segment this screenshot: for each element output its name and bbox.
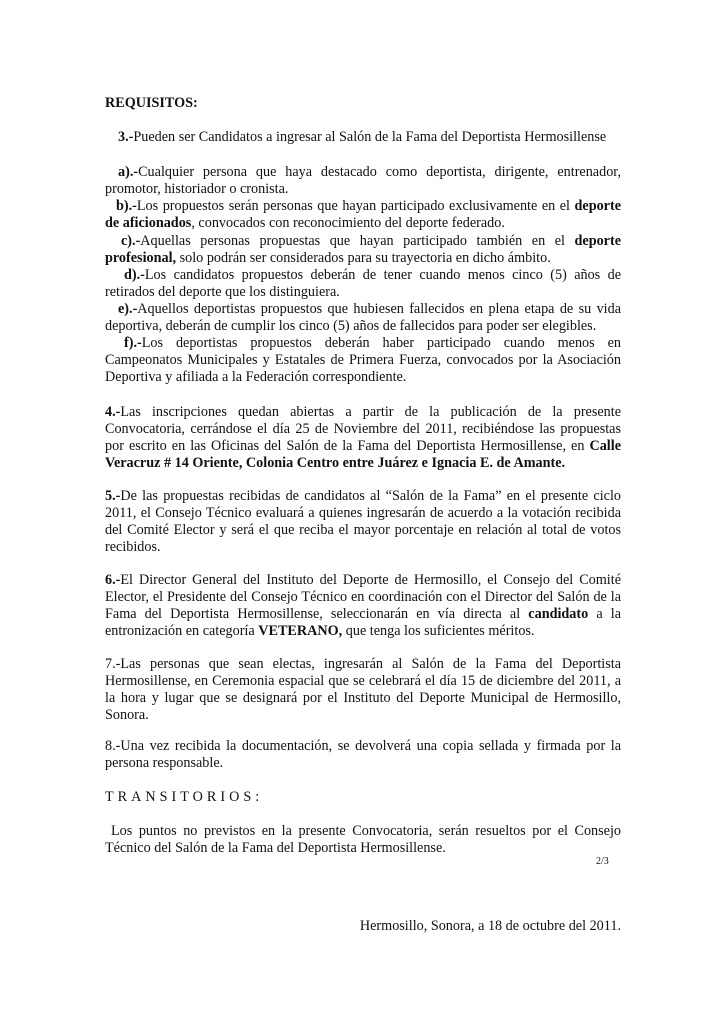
section-5 bbox=[105, 488, 621, 556]
item-b-label: b).- bbox=[116, 198, 137, 214]
section-4-address: Calle Veracruz # 14 Oriente, Colonia Centro entre Juárez e Ignacia E. de Amante. bbox=[105, 438, 621, 471]
item-b-bold: deporte de aficionados bbox=[105, 198, 621, 231]
item-d-text: Los candidatos propuestos deberán de tener cuando menos cinco (5) años de retirados del deporte que los distinguiera. bbox=[105, 267, 621, 300]
section-6-bold-veterano: VETERANO, bbox=[258, 623, 343, 639]
section-6-text-mid: a la entronización en categoría bbox=[105, 606, 621, 639]
page-number: 2/3 bbox=[596, 856, 609, 867]
item-c-label: c).- bbox=[121, 233, 141, 249]
section-6-text-end: que tenga los suficientes méritos. bbox=[342, 623, 535, 639]
item-a-label: a).- bbox=[118, 164, 139, 180]
item-d bbox=[105, 267, 621, 301]
section-4-number: 4.- bbox=[105, 404, 121, 420]
section-6-bold-candidato: candidato bbox=[528, 606, 589, 622]
transitorios-text: Los puntos no previstos en la presente Convocatoria, serán resueltos por el Consejo Técnico del Salón de la Fama del Deportista Hermosillense. bbox=[105, 823, 621, 856]
item-c bbox=[105, 233, 621, 267]
item-b-text: Los propuestos serán personas que hayan participado exclusivamente en el bbox=[136, 198, 575, 214]
item-e-text: Aquellos deportistas propuestos que hubiesen fallecidos en plena etapa de su vida deportiva, deberán de cumplir los cinco (5) años de fallecidos para poder ser elegibles. bbox=[105, 301, 621, 334]
section-4-text: Las inscripciones quedan abiertas a partir de la publicación de la presente Convocatoria, cerrándose el día 25 de Noviembre del 2011, recibiéndose las propuestas por escrito en las Oficinas del Salón de la Fama del Deportista Hermosillense, en bbox=[105, 404, 621, 454]
item-c-bold: deporte profesional, bbox=[105, 233, 621, 266]
item-a-text: Cualquier persona que haya destacado como deportista, dirigente, entrenador, promotor, historiador o cronista. bbox=[105, 164, 621, 197]
section-6-number: 6.- bbox=[105, 572, 121, 588]
item-b bbox=[105, 198, 621, 232]
item-f-label: f).- bbox=[124, 335, 142, 351]
item-f bbox=[105, 335, 621, 386]
item-c-text-end: solo podrán ser considerados para su trayectoria en dicho ámbito. bbox=[176, 250, 551, 266]
section-5-number: 5.- bbox=[105, 488, 121, 504]
section-8: 8.-Una vez recibida la documentación, se devolverá una copia sellada y firmada por la persona responsable. bbox=[105, 738, 621, 771]
section-3-number: 3.- bbox=[118, 129, 134, 145]
section-7: 7.-Las personas que sean electas, ingresarán al Salón de la Fama del Deportista Hermosillense, en Ceremonia espacial que se celebrará el día 15 de diciembre del 2011, a la hora y lugar que se designará por el Instituto del Deporte Municipal de Hermosillo, Sonora. bbox=[105, 656, 621, 723]
section-5-text: De las propuestas recibidas de candidatos al “Salón de la Fama” en el presente ciclo 2011, el Consejo Técnico evaluará a quienes ingresarán de acuerdo a la votación recibida del Comité Elector y será el que reciba el mayor porcentaje en relación al total de votos recibidos. bbox=[105, 488, 621, 555]
heading-requisitos: REQUISITOS: bbox=[105, 95, 198, 111]
item-c-text: Aquellas personas propuestas que hayan participado también en el bbox=[140, 233, 575, 249]
section-3 bbox=[118, 129, 621, 146]
item-f-text: Los deportistas propuestos deberán haber participado cuando menos en Campeonatos Municipales y Estatales de Primera Fuerza, convocados por la Asociación Deportiva y afiliada a la Federación correspondiente. bbox=[105, 335, 621, 385]
item-d-label: d).- bbox=[124, 267, 145, 283]
item-b-text-end: , convocados con reconocimiento del deporte federado. bbox=[191, 215, 505, 231]
section-6 bbox=[105, 572, 621, 640]
section-3-text: Pueden ser Candidatos a ingresar al Salón de la Fama del Deportista Hermosillense bbox=[133, 129, 607, 145]
transitorios-heading: TRANSITORIOS: bbox=[105, 789, 264, 805]
item-a bbox=[105, 164, 621, 198]
item-e-label: e).- bbox=[118, 301, 138, 317]
section-6-text: El Director General del Instituto del Deporte de Hermosillo, el Consejo del Comité Elector, el Presidente del Consejo Técnico en coordinación con el Director del Salón de la Fama del Deportista Hermosillense, seleccionarán en vía directa al bbox=[105, 572, 621, 622]
section-4 bbox=[105, 404, 621, 472]
item-e bbox=[105, 301, 621, 335]
footer-place-date: Hermosillo, Sonora, a 18 de octubre del 2011. bbox=[359, 918, 621, 934]
